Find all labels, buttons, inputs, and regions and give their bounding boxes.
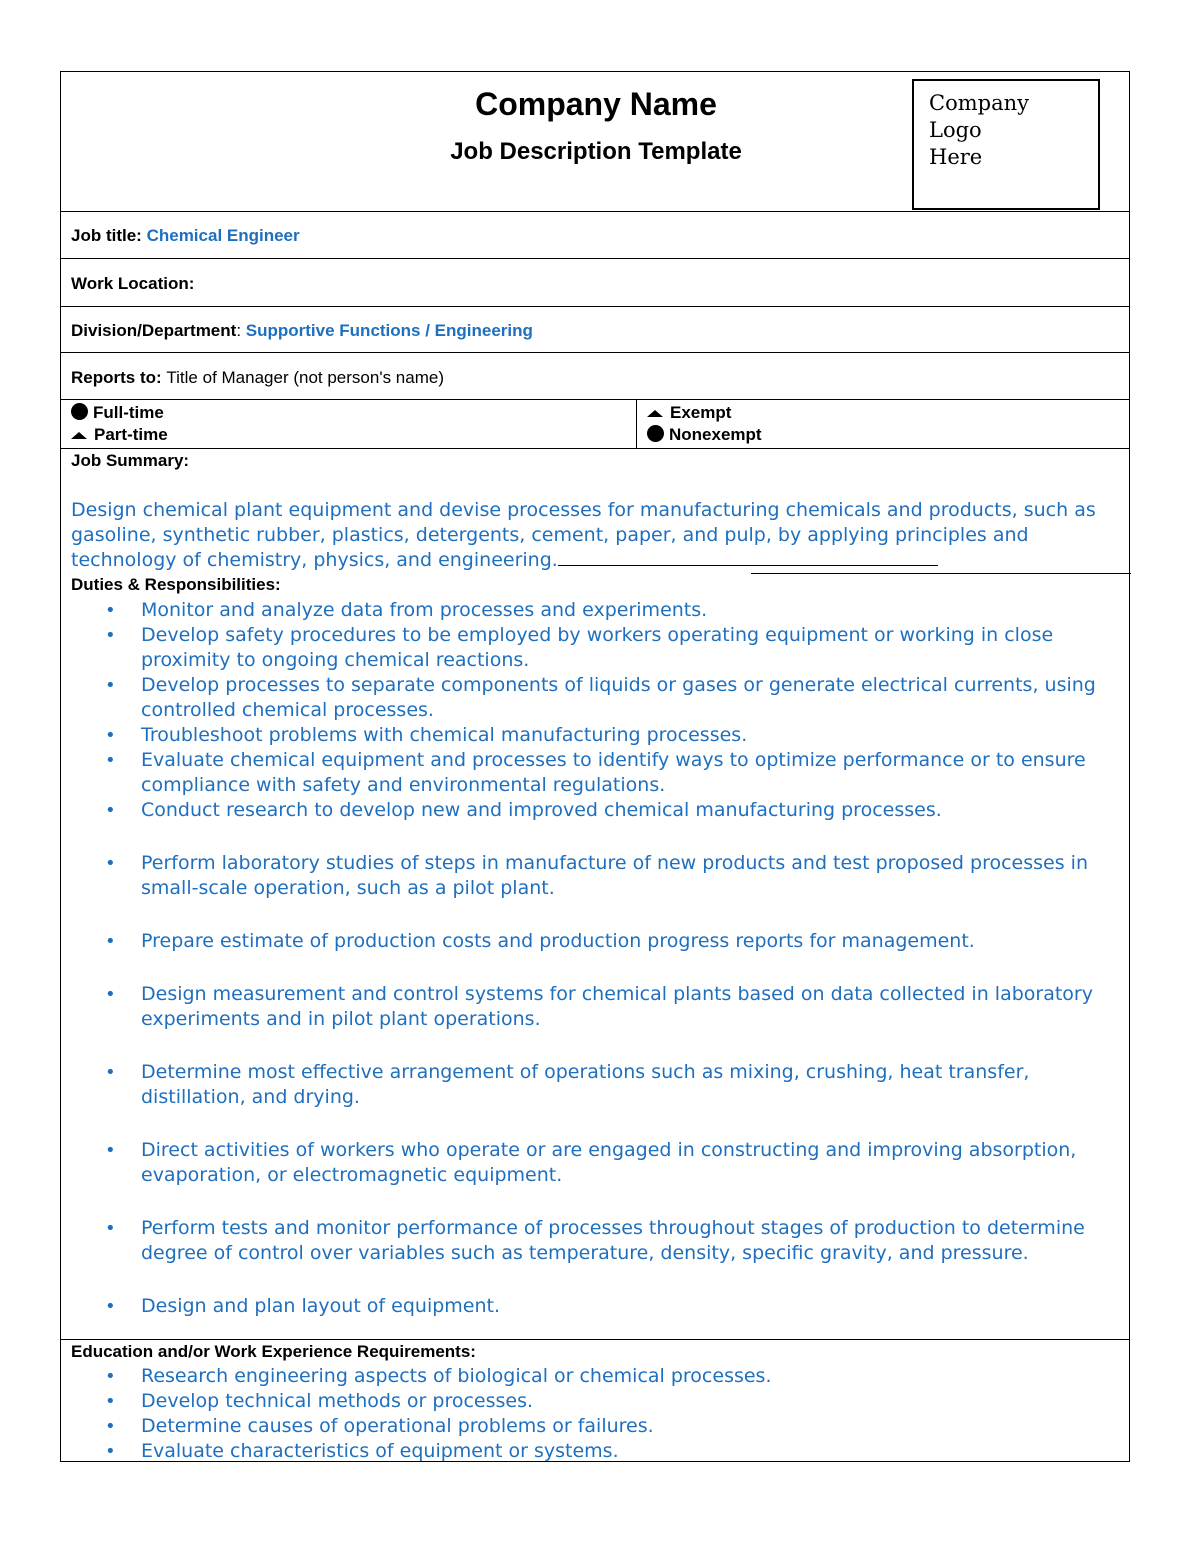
duty-item (61, 723, 1121, 748)
part-time-option[interactable] (71, 425, 168, 445)
template-title: Job Description Template (450, 138, 742, 165)
divider (61, 352, 1129, 353)
duty-item-text: Develop processes to separate components of liquids or gases or generate electrical currents, using controlled chemical processes. (141, 674, 1096, 721)
duty-item-text: Perform laboratory studies of steps in manufacture of new products and test proposed processes in small-scale operation, such as a pilot plant. (141, 852, 1088, 899)
work-location-field (71, 274, 194, 294)
exempt-label: Exempt (670, 403, 732, 422)
bullet-icon: • (105, 853, 116, 874)
signature-underline (558, 549, 938, 566)
company-name: Company Name (475, 86, 717, 122)
full-time-option[interactable] (71, 403, 164, 423)
bullet-icon: • (105, 1366, 116, 1387)
duty-item (61, 1294, 1121, 1319)
education-item-text: Determine causes of operational problems or failures. (141, 1415, 654, 1437)
reports-to-label: Reports to: (71, 368, 162, 387)
job-summary-heading: Job Summary: (71, 451, 190, 470)
reports-to-field (71, 368, 444, 388)
duty-item-text: Perform tests and monitor performance of processes throughout stages of production to determine degree of control over variables such as temperature, density, specific gravity, and pressure. (141, 1217, 1085, 1264)
job-title-field (71, 226, 300, 246)
bullet-icon: • (105, 1296, 116, 1317)
duty-item (61, 748, 1121, 798)
division-label: Division/Department (71, 321, 237, 340)
education-item-text: Research engineering aspects of biological or chemical processes. (141, 1365, 772, 1387)
nonexempt-label: Nonexempt (669, 425, 762, 444)
job-title-label: Job title: (71, 226, 142, 245)
duties-heading: Duties & Responsibilities: (71, 575, 281, 594)
duty-item (61, 1060, 1121, 1110)
column-divider (636, 399, 637, 448)
reports-to-value: Title of Manager (not person's name) (166, 368, 444, 387)
education-item (61, 1389, 1121, 1414)
education-item (61, 1414, 1121, 1439)
education-heading: Education and/or Work Experience Requirements: (71, 1342, 476, 1361)
bullet-icon: • (105, 1441, 116, 1462)
selected-circle-icon (71, 403, 88, 420)
education-item (61, 1364, 1121, 1389)
job-title-value: Chemical Engineer (146, 226, 300, 245)
education-list (61, 1364, 1121, 1464)
bullet-icon: • (105, 984, 116, 1005)
full-time-label: Full-time (93, 403, 164, 422)
duty-item (61, 929, 1121, 954)
duty-item-text: Evaluate chemical equipment and processes to identify ways to optimize performance or to ensure compliance with safety and environmental regulations. (141, 749, 1086, 796)
duty-item (61, 1138, 1121, 1188)
job-description-document (60, 71, 1130, 1462)
bullet-icon: • (105, 1391, 116, 1412)
duty-item-text: Design and plan layout of equipment. (141, 1295, 501, 1317)
unselected-triangle-icon (647, 410, 663, 417)
duty-item (61, 673, 1121, 723)
duty-item-text: Prepare estimate of production costs and production progress reports for management. (141, 930, 975, 952)
bullet-icon: • (105, 1140, 116, 1161)
job-summary-text (71, 498, 1111, 573)
education-item-text: Evaluate characteristics of equipment or systems. (141, 1440, 619, 1462)
bullet-icon: • (105, 600, 116, 621)
selected-circle-icon (647, 425, 664, 442)
logo-line-2: Logo (929, 118, 982, 142)
duties-list (61, 598, 1121, 1319)
bullet-icon: • (105, 1218, 116, 1239)
duty-item-text: Determine most effective arrangement of operations such as mixing, crushing, heat transfer, distillation, and drying. (141, 1061, 1030, 1108)
duty-item-text: Direct activities of workers who operate or are engaged in constructing and improving absorption, evaporation, or electromagnetic equipment. (141, 1139, 1077, 1186)
division-value: Supportive Functions / Engineering (245, 321, 533, 340)
duty-item-text: Design measurement and control systems for chemical plants based on data collected in laboratory experiments and in pilot plant operations. (141, 983, 1093, 1030)
bullet-icon: • (105, 750, 116, 771)
divider (61, 306, 1129, 307)
divider (61, 399, 1129, 400)
company-logo-placeholder (912, 79, 1100, 210)
bullet-icon: • (105, 1416, 116, 1437)
duty-item-text: Conduct research to develop new and improved chemical manufacturing processes. (141, 799, 942, 821)
bullet-icon: • (105, 800, 116, 821)
duty-item (61, 982, 1121, 1032)
part-time-label: Part-time (94, 425, 168, 444)
duty-item (61, 623, 1121, 673)
division-field (71, 321, 533, 341)
bullet-icon: • (105, 725, 116, 746)
divider (61, 211, 1129, 212)
duty-item (61, 598, 1121, 623)
bullet-icon: • (105, 1062, 116, 1083)
job-summary-body: Design chemical plant equipment and devise processes for manufacturing chemicals and products, such as gasoline, synthetic rubber, plastics, detergents, cement, paper, and pulp, by applying principles and technology of chemistry, physics, and engineering. (71, 499, 1096, 571)
logo-line-3: Here (929, 145, 983, 169)
duty-item-text: Monitor and analyze data from processes and experiments. (141, 599, 708, 621)
divider (751, 573, 1131, 574)
divider (61, 1339, 1129, 1340)
bullet-icon: • (105, 675, 116, 696)
nonexempt-option[interactable] (647, 425, 762, 445)
bullet-icon: • (105, 931, 116, 952)
divider (61, 258, 1129, 259)
duty-item (61, 1216, 1121, 1266)
work-location-label: Work Location: (71, 274, 195, 293)
duty-item-text: Troubleshoot problems with chemical manufacturing processes. (141, 724, 748, 746)
duty-item-text: Develop safety procedures to be employed by workers operating equipment or working in close proximity to ongoing chemical reactions. (141, 624, 1054, 671)
bullet-icon: • (105, 625, 116, 646)
duty-item (61, 851, 1121, 901)
unselected-triangle-icon (71, 432, 87, 439)
exempt-option[interactable] (647, 403, 731, 423)
divider (61, 448, 1129, 449)
education-item-text: Develop technical methods or processes. (141, 1390, 534, 1412)
division-colon: : (236, 321, 242, 340)
duty-item (61, 798, 1121, 823)
logo-line-1: Company (929, 91, 1029, 115)
bottom-border (60, 1461, 1130, 1462)
